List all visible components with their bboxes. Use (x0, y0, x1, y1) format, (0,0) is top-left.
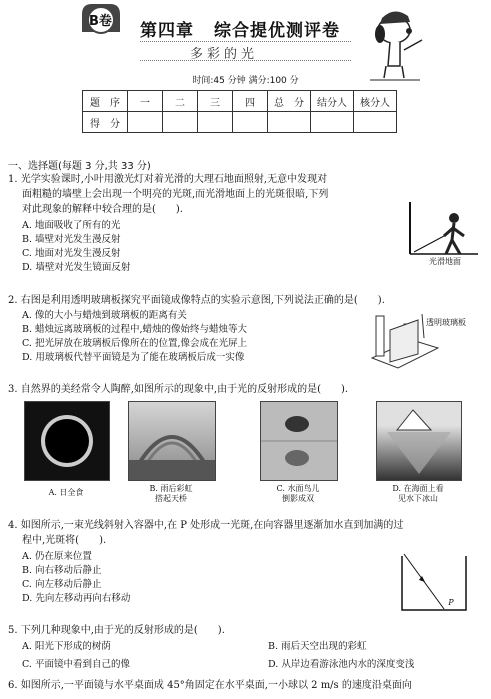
option-c[interactable]: C. 地面对光发生漫反射 (22, 248, 121, 259)
caption-c (256, 484, 340, 504)
rainbow-icon (129, 402, 215, 480)
option-d[interactable]: D. 从岸边看游泳池内水的深度变浅 (268, 659, 415, 670)
score-input-cell[interactable] (128, 112, 163, 133)
option-a[interactable]: A. 地面吸收了所有的光 (22, 220, 121, 231)
photo-iceberg (376, 401, 462, 481)
question-5 (8, 623, 225, 638)
caption-line: A. 日全食 (48, 488, 84, 497)
caption-line: 见水下冰山 (398, 494, 438, 503)
option-d[interactable]: D. 墙壁对光发生镜面反射 (22, 262, 131, 273)
question-line: 3. 自然界的美经常令人陶醉,如图所示的现象中,由于光的反射形成的是( ). (8, 384, 349, 395)
bird-icon (261, 402, 337, 480)
question-3 (8, 382, 348, 397)
options-q4 (22, 550, 130, 606)
title-label: 综合提优测评卷 (214, 21, 340, 41)
score-input-cell[interactable] (163, 112, 198, 133)
question-line: 5. 下列几种现象中,由于光的反射形成的是( ). (8, 625, 225, 636)
q2-figure-label: 透明玻璃板 (426, 318, 466, 327)
option-b[interactable]: B. 墙壁对光发生漫反射 (22, 234, 121, 245)
q4-figure (398, 548, 470, 618)
options-q1 (22, 219, 130, 275)
caption-line: B. 雨后彩虹 (149, 484, 193, 493)
table-cell: 一 (128, 91, 163, 112)
time-info: 时间:45 分钟 满分:100 分 (192, 76, 299, 86)
photo-eclipse (24, 401, 110, 481)
option-d[interactable]: D. 先向左移动再向右移动 (22, 593, 131, 604)
option-c[interactable]: C. 平面镜中看到自己的像 (22, 659, 130, 670)
photo-bird (260, 401, 338, 481)
page-header (0, 0, 491, 88)
option-b[interactable]: B. 蜡烛远离玻璃板的过程中,蜡烛的像始终与蜡烛等大 (22, 324, 248, 335)
option-a[interactable]: A. 仍在原来位置 (22, 551, 92, 562)
question-6 (8, 678, 412, 693)
table-cell: 结分人 (311, 91, 354, 112)
q4-figure-label: P (448, 598, 454, 607)
option-d[interactable]: D. 用玻璃板代替平面镜是为了能在玻璃板后成一实像 (22, 352, 245, 363)
option-b[interactable]: B. 雨后天空出现的彩虹 (268, 641, 367, 652)
option-c[interactable]: C. 把光屏放在玻璃板后像所在的位置,像会成在光屏上 (22, 338, 247, 349)
table-cell: 核分人 (354, 91, 397, 112)
question-line: 对此现象的解释中较合理的是( ). (22, 204, 183, 215)
option-b[interactable]: B. 向右移动后静止 (22, 565, 102, 576)
table-cell: 题 序 (83, 91, 128, 112)
caption-line: 搭起天桥 (155, 494, 187, 503)
table-cell: 三 (198, 91, 233, 112)
divider-top (140, 41, 351, 42)
options-q2 (22, 309, 247, 365)
score-table (82, 90, 397, 133)
question-line: 面粗糙的墙壁上会出现一个明亮的光斑,而光滑地面上的光斑很暗,下列 (22, 189, 329, 200)
question-4 (8, 518, 403, 548)
chapter-label: 第四章 (140, 21, 194, 41)
page-subtitle: 多彩的光 (190, 47, 259, 62)
question-2 (8, 293, 385, 308)
table-row (83, 91, 397, 112)
option-a[interactable]: A. 阳光下形成的树荫 (22, 641, 111, 652)
option-a[interactable]: A. 像的大小与蜡烛到玻璃板的距离有关 (22, 310, 187, 321)
question-line: 2. 右图是利用透明玻璃板探究平面镜成像特点的实验示意图,下列说法正确的是( ). (8, 295, 385, 306)
section-heading: 一、选择题(每题 3 分,共 33 分) (8, 161, 151, 172)
caption-b (128, 484, 214, 504)
table-cell: 四 (233, 91, 268, 112)
question-line: 程中,光斑将( ). (22, 535, 107, 546)
caption-a (24, 488, 108, 498)
table-cell: 得 分 (83, 112, 128, 133)
option-c[interactable]: C. 向左移动后静止 (22, 579, 102, 590)
caption-line: C. 水面鸟儿 (276, 484, 320, 493)
badge-label: B卷 (89, 14, 112, 29)
question-line: 1. 光学实验课时,小叶用激光灯对着光滑的大理石地面照射,无意中发现对 (8, 174, 328, 185)
q1-figure-label: 光滑地面 (429, 257, 461, 266)
score-input-cell[interactable] (233, 112, 268, 133)
question-line: 6. 如图所示,一平面镜与水平桌面成 45°角固定在水平桌面,一小球以 2 m/s 的速度沿桌面向 (8, 680, 412, 691)
question-1 (8, 172, 328, 217)
score-input-cell[interactable] (198, 112, 233, 133)
eclipse-icon (25, 402, 109, 480)
question-line: 4. 如图所示,一束光线斜射入容器中,在 P 处形成一光斑,在向容器里逐渐加水直到加满的过 (8, 520, 404, 531)
score-input-cell[interactable] (354, 112, 397, 133)
page-title (140, 16, 340, 41)
photo-rainbow (128, 401, 216, 481)
snoopy-icon (360, 0, 430, 84)
score-input-cell[interactable] (268, 112, 311, 133)
divider-bottom (140, 60, 351, 61)
caption-line: 倒影成双 (282, 494, 314, 503)
caption-line: D. 在海面上看 (392, 484, 444, 493)
table-cell: 二 (163, 91, 198, 112)
caption-d (376, 484, 460, 504)
iceberg-icon (377, 402, 461, 480)
table-cell: 总 分 (268, 91, 311, 112)
score-input-cell[interactable] (311, 112, 354, 133)
table-row (83, 112, 397, 133)
